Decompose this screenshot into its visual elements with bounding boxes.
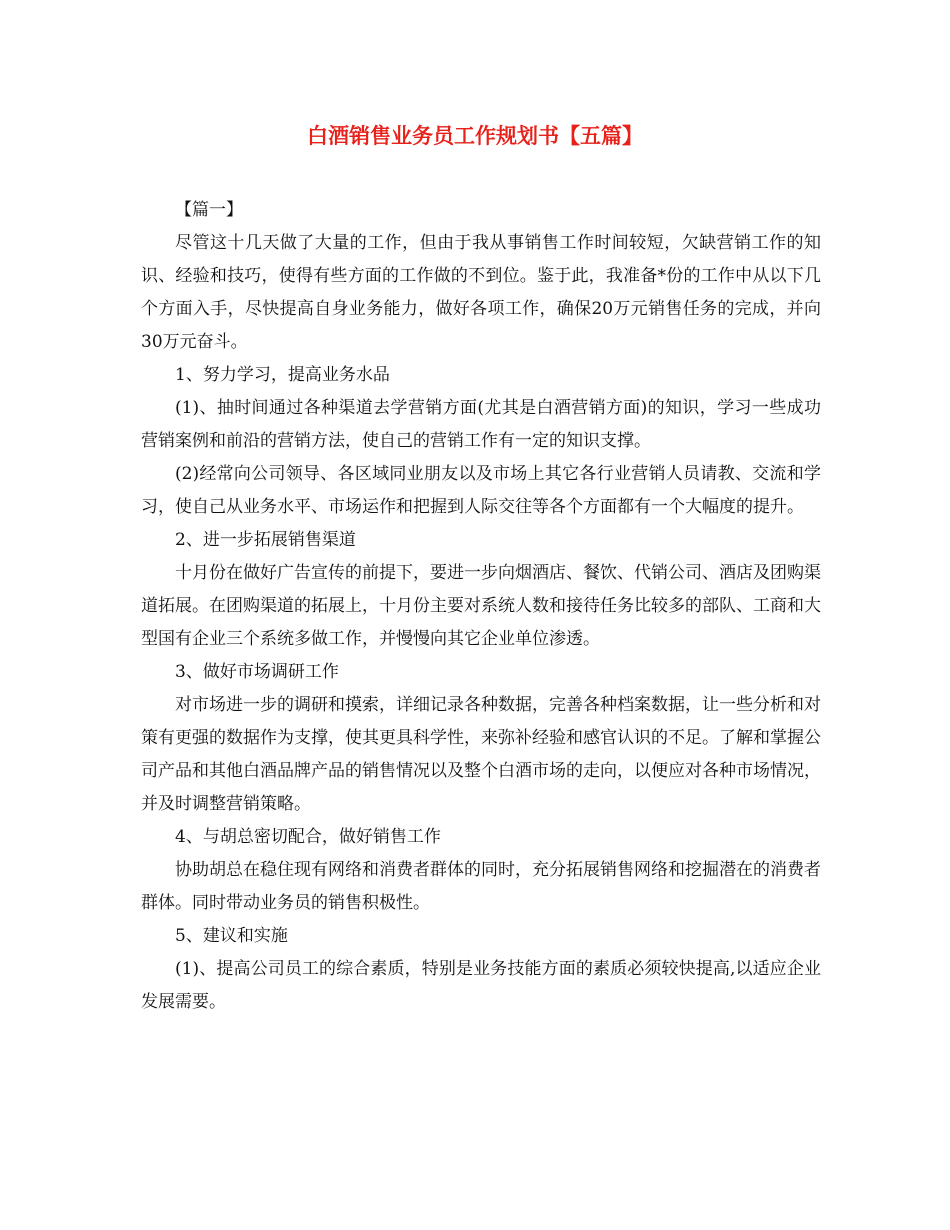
list-item-heading: 5、建议和实施 bbox=[175, 926, 288, 946]
paragraph: 尽管这十几天做了大量的工作，但由于我从事销售工作时间较短，欠缺营销工作的知识、经验和技巧，使得有些方面的工作做的不到位。鉴于此，我准备*份的工作中从以下几个方面入手，尽快提高自身业务能力，做好各项工作，确保20万元销售任务的完成，并向30万元奋斗。 bbox=[141, 233, 821, 352]
paragraph: 十月份在做好广告宣传的前提下，要进一步向烟酒店、餐饮、代销公司、酒店及团购渠道拓展。在团购渠道的拓展上，十月份主要对系统人数和接待任务比较多的部队、工商和大型国有企业三个系统多做工作，并慢慢向其它企业单位渗透。 bbox=[141, 563, 821, 649]
paragraph: (1)、抽时间通过各种渠道去学营销方面(尤其是白酒营销方面)的知识，学习一些成功营销案例和前沿的营销方法，使自己的营销工作有一定的知识支撑。 bbox=[141, 398, 821, 451]
paragraph: (2)经常向公司领导、各区域同业朋友以及市场上其它各行业营销人员请教、交流和学习，使自己从业务水平、市场运作和把握到人际交往等各个方面都有一个大幅度的提升。 bbox=[141, 464, 821, 517]
document-title: 白酒销售业务员工作规划书【五篇】 bbox=[307, 123, 643, 148]
paragraph: (1)、提高公司员工的综合素质，特别是业务技能方面的素质必须较快提高,以适应企业发展需要。 bbox=[141, 959, 821, 1012]
paragraph: 协助胡总在稳住现有网络和消费者群体的同时，充分拓展销售网络和挖掘潜在的消费者群体。同时带动业务员的销售积极性。 bbox=[141, 860, 821, 913]
list-item-heading: 2、进一步拓展销售渠道 bbox=[175, 530, 356, 550]
list-item-heading: 3、做好市场调研工作 bbox=[175, 662, 339, 682]
section-heading: 【篇一】 bbox=[175, 200, 243, 220]
document-body bbox=[141, 194, 821, 1019]
list-item-heading: 1、努力学习，提高业务水品 bbox=[175, 365, 390, 385]
paragraph: 对市场进一步的调研和摸索，详细记录各种数据，完善各种档案数据，让一些分析和对策有更强的数据作为支撑，使其更具科学性，来弥补经验和感官认识的不足。了解和掌握公司产品和其他白酒品牌产品的销售情况以及整个白酒市场的走向，以便应对各种市场情况，并及时调整营销策略。 bbox=[141, 695, 821, 814]
list-item-heading: 4、与胡总密切配合，做好销售工作 bbox=[175, 827, 441, 847]
